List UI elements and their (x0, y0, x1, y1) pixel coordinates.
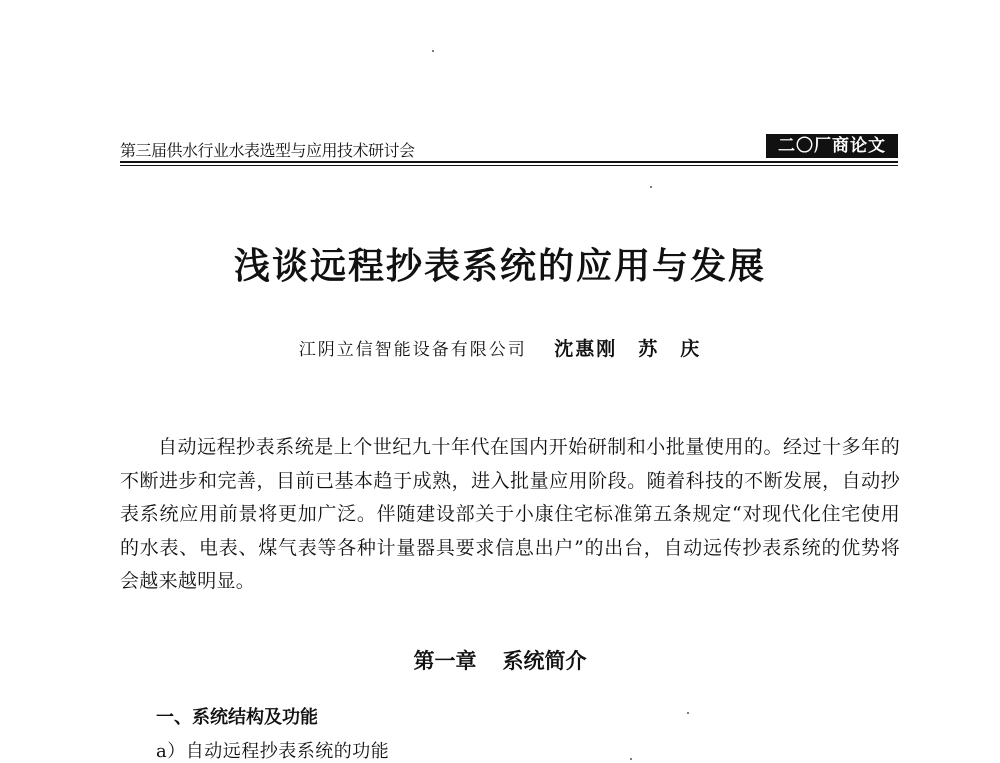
scan-speck (687, 712, 689, 714)
section-heading: 一、系统结构及功能 (156, 707, 318, 728)
header-badge: 二〇厂商论文 (766, 134, 898, 158)
byline (0, 334, 1000, 361)
article-title: 浅谈远程抄表系统的应用与发展 (233, 246, 766, 287)
subsection-heading: a）自动远程抄表系统的功能 (156, 741, 390, 762)
page-header (120, 134, 898, 164)
scan-speck (432, 50, 434, 52)
chapter-title: 系统简介 (502, 649, 587, 673)
chapter-heading (0, 645, 1000, 675)
intro-paragraph: 自动远程抄表系统是上个世纪九十年代在国内开始研制和小批量使用的。经过十多年的不断进步和完善，目前已基本趋于成熟，进入批量应用阶段。随着科技的不断发展，自动抄表系统应用前景将更加广泛。伴随建设部关于小康住宅标准第五条规定“对现代化住宅使用的水表、电表、煤气表等各种计量器具要求信息出户”的出台，自动远传抄表系统的优势将会越来越明显。 (120, 436, 900, 592)
author-company: 江阴立信智能设备有限公司 (298, 340, 527, 360)
header-rule-thin (120, 165, 898, 166)
conference-name: 第三届供水行业水表选型与应用技术研讨会 (120, 141, 415, 160)
author-names: 沈惠刚 苏 庆 (554, 338, 702, 360)
scan-speck (650, 186, 652, 188)
header-rule-thick (120, 161, 898, 163)
chapter-number: 第一章 (413, 649, 477, 673)
